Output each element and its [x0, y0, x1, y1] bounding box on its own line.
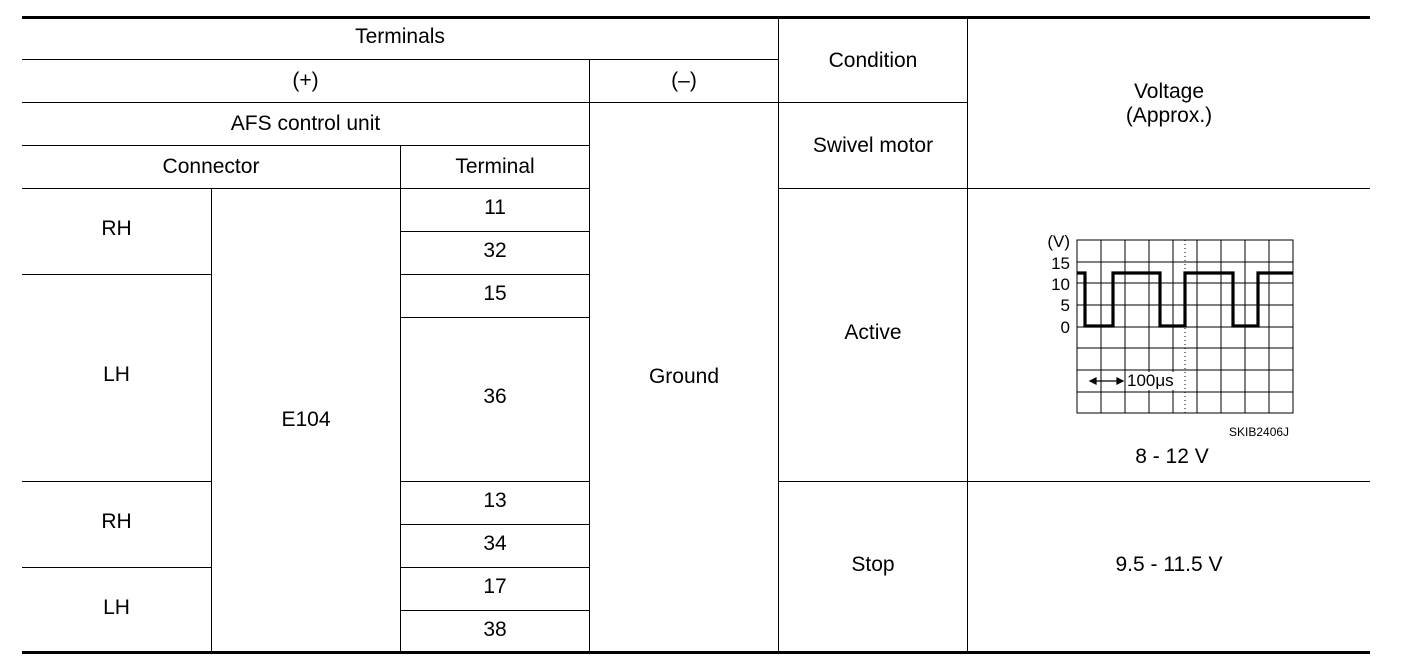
- terminal-number: 11: [484, 196, 506, 219]
- waveform-unit-label: (V): [1047, 232, 1070, 251]
- header-terminals: Terminals: [355, 25, 445, 48]
- waveform-y-tick: 0: [1060, 318, 1070, 337]
- header-condition: Condition: [828, 48, 918, 72]
- connector-id: E104: [281, 408, 331, 431]
- oscilloscope-waveform: [1040, 230, 1310, 445]
- header-positive: (+): [292, 69, 319, 92]
- header-swivel-motor: Swivel motor: [812, 133, 934, 157]
- header-terminal: Terminal: [455, 155, 535, 178]
- condition-active: Active: [844, 321, 902, 344]
- terminal-number: 15: [483, 282, 507, 305]
- side-label: LH: [103, 596, 130, 619]
- waveform-time-label: 100μs: [1127, 371, 1174, 390]
- terminal-number: 17: [483, 575, 507, 598]
- side-label: RH: [101, 510, 132, 533]
- header-afs-control-unit: AFS control unit: [230, 112, 381, 135]
- terminal-number: 38: [483, 618, 507, 641]
- header-negative: (–): [671, 69, 697, 92]
- header-voltage: Voltage (Approx.): [1125, 79, 1213, 127]
- terminal-number: 13: [483, 489, 507, 512]
- waveform-graph: [1040, 230, 1310, 445]
- waveform-y-tick: 10: [1051, 275, 1070, 294]
- table-bottom-rule: [22, 651, 1370, 654]
- waveform-y-tick: 5: [1060, 296, 1070, 315]
- figure-code: SKIB2406J: [1229, 425, 1290, 439]
- side-label: RH: [101, 217, 132, 240]
- voltage-active: 8 - 12 V: [1135, 445, 1209, 468]
- ground-label: Ground: [648, 365, 720, 388]
- terminal-number: 36: [483, 385, 507, 408]
- terminal-number: 32: [483, 239, 507, 262]
- header-connector: Connector: [162, 155, 260, 178]
- condition-stop: Stop: [851, 553, 895, 576]
- side-label: LH: [103, 363, 130, 386]
- waveform-y-tick: 15: [1051, 254, 1070, 273]
- voltage-stop: 9.5 - 11.5 V: [1115, 553, 1223, 576]
- terminal-number: 34: [483, 532, 507, 555]
